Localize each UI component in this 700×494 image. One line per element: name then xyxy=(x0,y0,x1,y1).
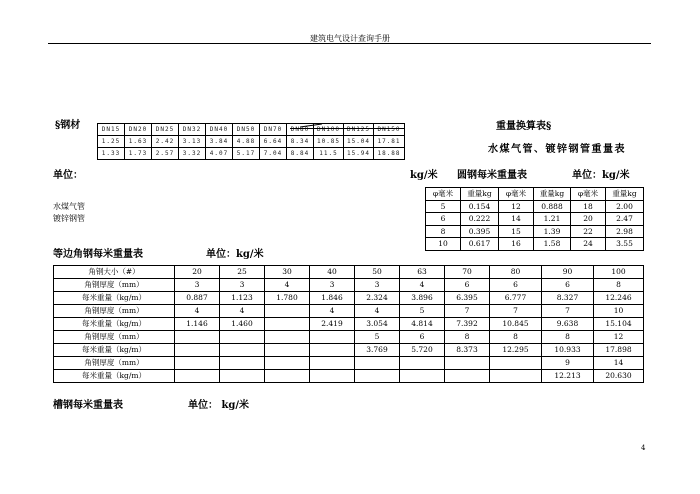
angle-steel-unit: 单位：kg/米 xyxy=(206,249,264,260)
round-bar-row xyxy=(426,213,644,226)
angle-cell xyxy=(265,344,310,357)
round-bar-cell: 0.222 xyxy=(461,213,499,226)
section-title-left: §钢材 xyxy=(55,120,81,131)
angle-cell: 8 xyxy=(542,331,594,344)
angle-cell xyxy=(175,344,220,357)
round-bar-cell: 1.21 xyxy=(534,213,571,226)
pipe-row-label: 水煤气管 xyxy=(53,202,85,211)
round-bar-header-cell: φ毫米 xyxy=(571,188,606,201)
angle-steel-table xyxy=(53,265,644,383)
pipe-row-galvanized xyxy=(98,148,405,160)
pipe-cell: 15.94 xyxy=(344,148,374,160)
pipe-header-cell: DN100 xyxy=(314,124,344,136)
round-bar-cell: 6 xyxy=(426,213,461,226)
round-bar-header-cell: 重量kg xyxy=(606,188,644,201)
angle-cell: 20.630 xyxy=(594,370,644,383)
angle-cell: 6 xyxy=(542,279,594,292)
angle-cell xyxy=(310,344,355,357)
pipe-cell: 3.13 xyxy=(179,136,206,148)
angle-cell: 3.896 xyxy=(400,292,445,305)
round-bar-cell: 2.47 xyxy=(606,213,644,226)
pipe-cell: 2.57 xyxy=(152,148,179,160)
angle-cell: 1.780 xyxy=(265,292,310,305)
angle-cell: 3 xyxy=(220,279,265,292)
round-bar-cell: 0.154 xyxy=(461,200,499,213)
pipe-cell: 4.07 xyxy=(206,148,233,160)
round-bar-header-cell: 重量kg xyxy=(461,188,499,201)
angle-cell: 80 xyxy=(490,266,542,279)
pipe-header-cell: DN40 xyxy=(206,124,233,136)
angle-cell: 40 xyxy=(310,266,355,279)
angle-cell xyxy=(400,357,445,370)
round-bar-cell: 14 xyxy=(499,213,534,226)
angle-cell xyxy=(265,357,310,370)
round-bar-header-cell: φ毫米 xyxy=(426,188,461,201)
round-bar-cell: 16 xyxy=(499,238,534,251)
pipe-cell: 1.33 xyxy=(98,148,125,160)
angle-cell: 5.720 xyxy=(400,344,445,357)
pipe-cell: 5.17 xyxy=(233,148,260,160)
angle-row-label: 每米重量（kg/m） xyxy=(54,292,175,305)
round-bar-cell: 0.888 xyxy=(534,200,571,213)
round-bar-cell: 20 xyxy=(571,213,606,226)
angle-cell: 6 xyxy=(445,279,490,292)
angle-cell: 10 xyxy=(594,305,644,318)
angle-steel-title: 等边角钢每米重量表 xyxy=(53,249,143,260)
angle-cell: 4 xyxy=(310,305,355,318)
angle-cell xyxy=(400,370,445,383)
pipe-header-cell: DN15 xyxy=(98,124,125,136)
pipe-cell: 11.5 xyxy=(314,148,344,160)
round-bar-cell: 5 xyxy=(426,200,461,213)
angle-cell: 8 xyxy=(490,331,542,344)
angle-cell: 9 xyxy=(542,357,594,370)
angle-cell xyxy=(355,357,400,370)
angle-data-row xyxy=(54,370,644,383)
angle-cell: 12 xyxy=(594,331,644,344)
angle-cell xyxy=(220,357,265,370)
angle-data-row xyxy=(54,292,644,305)
pipe-header-cell: DN20 xyxy=(125,124,152,136)
angle-cell: 14 xyxy=(594,357,644,370)
round-bar-table xyxy=(425,187,644,251)
angle-header-row xyxy=(54,266,644,279)
angle-cell: 12.295 xyxy=(490,344,542,357)
angle-cell: 0.887 xyxy=(175,292,220,305)
angle-cell xyxy=(310,331,355,344)
angle-cell xyxy=(445,357,490,370)
angle-cell: 25 xyxy=(220,266,265,279)
angle-cell: 9.638 xyxy=(542,318,594,331)
round-bar-cell: 22 xyxy=(571,225,606,238)
channel-steel-unit: 单位： kg/米 xyxy=(188,400,250,411)
angle-row-label: 角钢厚度（mm） xyxy=(54,279,175,292)
angle-cell xyxy=(490,357,542,370)
angle-cell: 4 xyxy=(355,305,400,318)
angle-data-row xyxy=(54,305,644,318)
angle-data-row xyxy=(54,344,644,357)
angle-row-label: 每米重量（kg/m） xyxy=(54,370,175,383)
angle-cell: 63 xyxy=(400,266,445,279)
round-bar-cell: 8 xyxy=(426,225,461,238)
pipe-row-water-gas xyxy=(98,136,405,148)
angle-cell: 6.395 xyxy=(445,292,490,305)
angle-cell: 100 xyxy=(594,266,644,279)
pipe-header-cell: DN70 xyxy=(260,124,287,136)
round-bar-cell: 2.00 xyxy=(606,200,644,213)
angle-cell xyxy=(265,305,310,318)
angle-cell: 17.898 xyxy=(594,344,644,357)
angle-cell xyxy=(355,370,400,383)
round-bar-header-cell: 重量kg xyxy=(534,188,571,201)
angle-cell xyxy=(445,370,490,383)
angle-row-label: 每米重量（kg/m） xyxy=(54,318,175,331)
round-bar-cell: 12 xyxy=(499,200,534,213)
angle-cell: 6 xyxy=(400,331,445,344)
angle-cell: 50 xyxy=(355,266,400,279)
angle-cell: 70 xyxy=(445,266,490,279)
round-bar-cell: 24 xyxy=(571,238,606,251)
angle-row-label: 角钢大小（#） xyxy=(54,266,175,279)
angle-cell: 4 xyxy=(175,305,220,318)
angle-cell: 7 xyxy=(445,305,490,318)
pipe-cell: 8.84 xyxy=(287,148,314,160)
pipe-header-cell: DN80 xyxy=(287,124,314,136)
angle-cell: 1.460 xyxy=(220,318,265,331)
pipe-header-cell: DN150 xyxy=(374,124,405,136)
round-bar-unit: 单位：kg/米 xyxy=(572,170,630,181)
angle-cell: 3.769 xyxy=(355,344,400,357)
angle-cell: 1.846 xyxy=(310,292,355,305)
pipe-cell: 3.84 xyxy=(206,136,233,148)
pipe-header-cell: DN50 xyxy=(233,124,260,136)
pipe-table-title: 水煤气管、镀锌钢管重量表 xyxy=(488,144,626,155)
angle-cell: 8 xyxy=(594,279,644,292)
pipe-header-cell: DN25 xyxy=(152,124,179,136)
angle-row-label: 角钢厚度（mm） xyxy=(54,331,175,344)
pipe-cell: 18.88 xyxy=(374,148,405,160)
pipe-cell: 4.88 xyxy=(233,136,260,148)
angle-cell: 20 xyxy=(175,266,220,279)
header-rule xyxy=(48,43,651,44)
round-bar-cell: 0.617 xyxy=(461,238,499,251)
angle-cell xyxy=(310,357,355,370)
angle-cell: 1.146 xyxy=(175,318,220,331)
angle-cell xyxy=(220,344,265,357)
angle-cell xyxy=(175,357,220,370)
angle-cell: 3 xyxy=(175,279,220,292)
pipe-header-cell: DN125 xyxy=(344,124,374,136)
angle-cell xyxy=(265,331,310,344)
angle-cell: 2.419 xyxy=(310,318,355,331)
angle-cell: 4 xyxy=(265,279,310,292)
round-bar-row xyxy=(426,238,644,251)
pipe-cell: 1.73 xyxy=(125,148,152,160)
angle-cell: 3.054 xyxy=(355,318,400,331)
round-bar-cell: 1.58 xyxy=(534,238,571,251)
angle-cell: 8 xyxy=(445,331,490,344)
angle-cell: 4 xyxy=(400,279,445,292)
angle-cell xyxy=(265,318,310,331)
round-bar-row xyxy=(426,200,644,213)
angle-cell: 6 xyxy=(490,279,542,292)
round-bar-cell: 3.55 xyxy=(606,238,644,251)
angle-data-row xyxy=(54,318,644,331)
pipe-unit-value: kg/米 xyxy=(410,170,438,181)
angle-cell: 12.246 xyxy=(594,292,644,305)
round-bar-header-row xyxy=(426,188,644,201)
angle-cell: 7 xyxy=(542,305,594,318)
round-bar-cell: 2.98 xyxy=(606,225,644,238)
pipe-row-label: 镀锌钢管 xyxy=(53,214,85,223)
round-bar-header-cell: φ毫米 xyxy=(499,188,534,201)
angle-cell: 3 xyxy=(355,279,400,292)
angle-row-label: 角钢厚度（mm） xyxy=(54,305,175,318)
pipe-header-row xyxy=(98,124,405,136)
section-title-right: 重量换算表§ xyxy=(496,121,552,132)
angle-cell: 5 xyxy=(355,331,400,344)
pipe-cell: 6.64 xyxy=(260,136,287,148)
pipe-cell: 15.04 xyxy=(344,136,374,148)
angle-cell xyxy=(310,370,355,383)
angle-row-label: 每米重量（kg/m） xyxy=(54,344,175,357)
pipe-cell: 2.42 xyxy=(152,136,179,148)
angle-cell: 8.327 xyxy=(542,292,594,305)
round-bar-row xyxy=(426,225,644,238)
angle-cell: 8.373 xyxy=(445,344,490,357)
strikethrough-mark xyxy=(290,128,404,129)
angle-cell: 15.104 xyxy=(594,318,644,331)
round-bar-cell: 18 xyxy=(571,200,606,213)
angle-cell xyxy=(220,331,265,344)
angle-cell: 12.213 xyxy=(542,370,594,383)
angle-data-row xyxy=(54,331,644,344)
pipe-header-cell: DN32 xyxy=(179,124,206,136)
angle-cell: 3 xyxy=(310,279,355,292)
angle-cell: 4 xyxy=(220,305,265,318)
angle-data-row xyxy=(54,279,644,292)
angle-cell: 2.324 xyxy=(355,292,400,305)
angle-cell: 1.123 xyxy=(220,292,265,305)
pipe-cell: 7.04 xyxy=(260,148,287,160)
angle-cell xyxy=(490,370,542,383)
angle-cell: 30 xyxy=(265,266,310,279)
round-bar-cell: 10 xyxy=(426,238,461,251)
pipe-unit-label: 单位： xyxy=(53,170,83,181)
angle-cell: 4.814 xyxy=(400,318,445,331)
pipe-cell: 3.32 xyxy=(179,148,206,160)
angle-cell: 6.777 xyxy=(490,292,542,305)
angle-cell xyxy=(175,331,220,344)
angle-cell xyxy=(265,370,310,383)
pipe-cell: 17.81 xyxy=(374,136,405,148)
angle-cell: 7 xyxy=(490,305,542,318)
angle-cell: 90 xyxy=(542,266,594,279)
pipe-cell: 8.34 xyxy=(287,136,314,148)
angle-data-row xyxy=(54,357,644,370)
page-header-title: 建筑电气设计查询手册 xyxy=(310,34,390,43)
round-bar-title: 圆钢每米重量表 xyxy=(457,170,527,181)
angle-cell: 7.392 xyxy=(445,318,490,331)
angle-cell xyxy=(220,370,265,383)
angle-cell: 10.845 xyxy=(490,318,542,331)
pipe-cell: 1.63 xyxy=(125,136,152,148)
pipe-cell: 1.25 xyxy=(98,136,125,148)
angle-cell: 5 xyxy=(400,305,445,318)
angle-cell: 10.933 xyxy=(542,344,594,357)
pipe-cell: 10.85 xyxy=(314,136,344,148)
angle-row-label: 角钢厚度（mm） xyxy=(54,357,175,370)
page-number: 4 xyxy=(641,444,646,452)
channel-steel-title: 槽钢每米重量表 xyxy=(53,400,123,411)
round-bar-cell: 1.39 xyxy=(534,225,571,238)
round-bar-cell: 15 xyxy=(499,225,534,238)
angle-cell xyxy=(175,370,220,383)
round-bar-cell: 0.395 xyxy=(461,225,499,238)
